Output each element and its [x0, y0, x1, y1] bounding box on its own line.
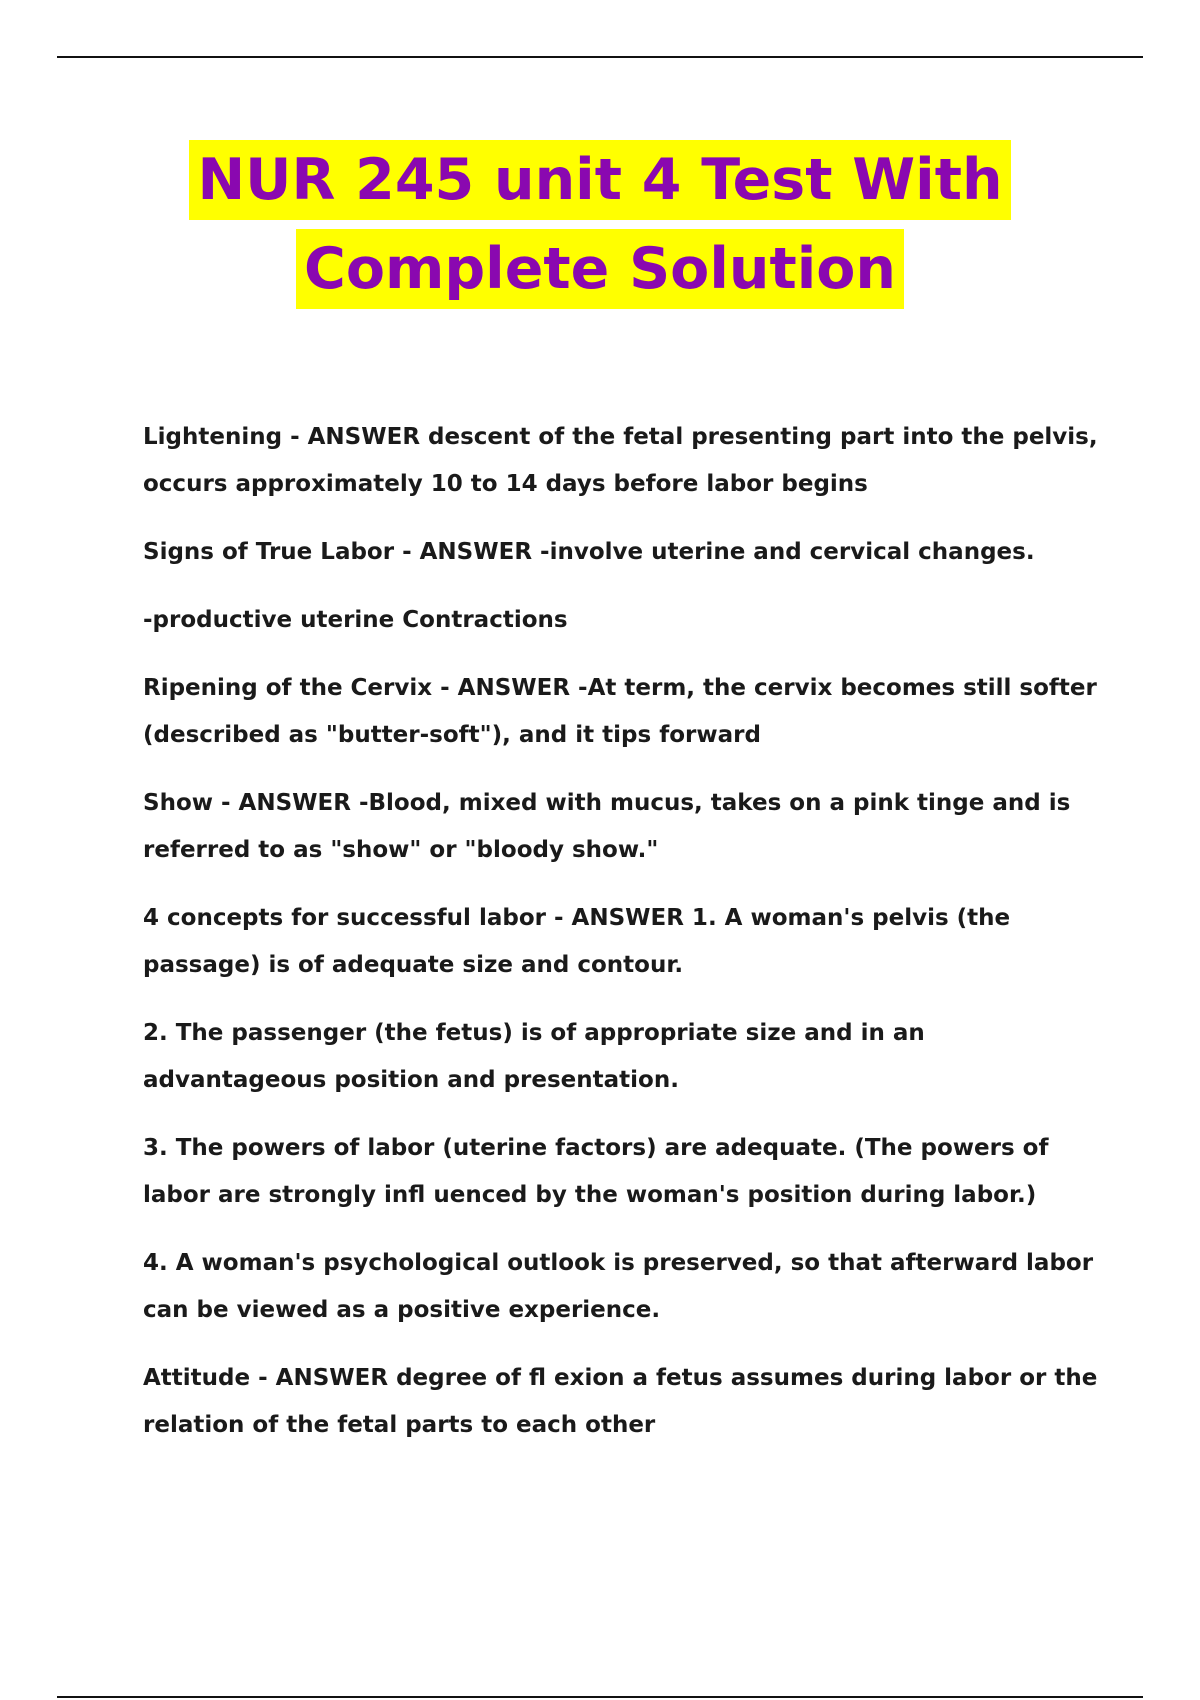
- footer-rule: [57, 1696, 1143, 1698]
- header-rule: [57, 56, 1143, 58]
- paragraph-attitude: Attitude - ANSWER degree of fl exion a fetus assumes during labor or the relation of the fetal parts to each other: [143, 1365, 1098, 1438]
- paragraph-lightening: Lightening - ANSWER descent of the fetal presenting part into the pelvis, occurs approximately 10 to 14 days before labor begins: [143, 424, 1098, 497]
- paragraph-psychological-outlook: 4. A woman's psychological outlook is preserved, so that afterward labor can be viewed as a positive experience.: [143, 1250, 1094, 1323]
- document-body: [143, 414, 1103, 1470]
- paragraph-ripening-of-cervix: Ripening of the Cervix - ANSWER -At term, the cervix becomes still softer (described as "butter-soft"), and it tips forward: [143, 675, 1097, 748]
- paragraph-show: Show - ANSWER -Blood, mixed with mucus, takes on a pink tinge and is referred to as "show" or "bloody show.": [143, 790, 1071, 863]
- paragraph-passenger: 2. The passenger (the fetus) is of appropriate size and in an advantageous position and presentation.: [143, 1020, 925, 1093]
- paragraph-productive-contractions: -productive uterine Contractions: [143, 607, 568, 633]
- document-title: [0, 140, 1200, 318]
- paragraph-four-concepts: 4 concepts for successful labor - ANSWER 1. A woman's pelvis (the passage) is of adequate size and contour.: [143, 905, 1011, 978]
- title-line-1: NUR 245 unit 4 Test With: [189, 140, 1010, 220]
- title-line-2: Complete Solution: [296, 229, 904, 309]
- paragraph-powers-of-labor: 3. The powers of labor (uterine factors) are adequate. (The powers of labor are strongly infl uenced by the woman's position during labor.): [143, 1135, 1049, 1208]
- paragraph-signs-of-true-labor: Signs of True Labor - ANSWER -involve uterine and cervical changes.: [143, 539, 1035, 565]
